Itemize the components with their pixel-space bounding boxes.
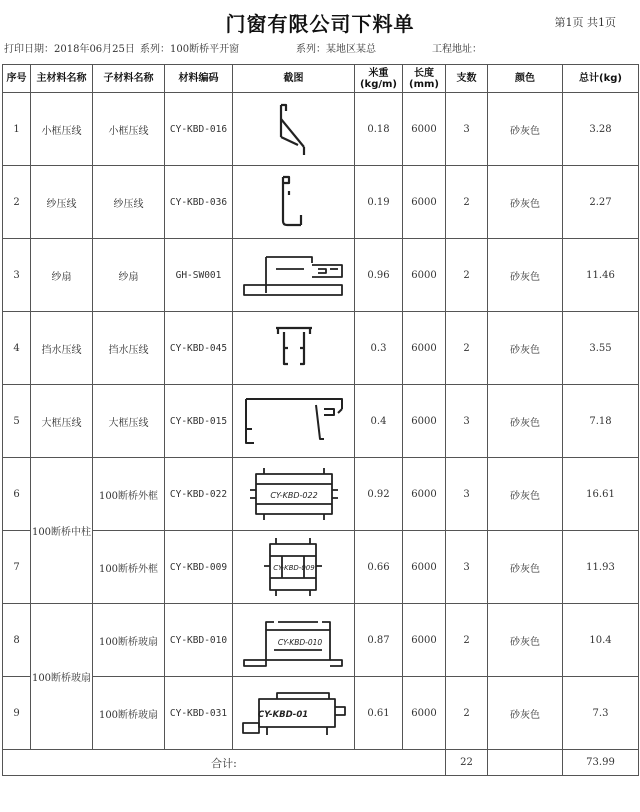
cell-color: 砂灰色 bbox=[488, 166, 563, 239]
page-indicator: 第1页 共1页 bbox=[554, 16, 616, 29]
table-row bbox=[3, 458, 639, 531]
cell-count: 2 bbox=[446, 677, 488, 750]
cell-profile-image bbox=[233, 93, 355, 166]
cell-no: 6 bbox=[3, 458, 31, 531]
cell-unit-weight: 0.4 bbox=[355, 385, 403, 458]
table-row bbox=[3, 385, 639, 458]
cell-material-code: CY-KBD-016 bbox=[165, 93, 233, 166]
table-row bbox=[3, 604, 639, 677]
cell-color: 砂灰色 bbox=[488, 239, 563, 312]
cell-length: 6000 bbox=[403, 385, 446, 458]
cell-unit-weight: 0.61 bbox=[355, 677, 403, 750]
table-row bbox=[3, 93, 639, 166]
cell-length: 6000 bbox=[403, 239, 446, 312]
col-header-count: 支数 bbox=[446, 65, 488, 93]
document-meta-row bbox=[4, 40, 636, 56]
col-header-material-code: 材料编码 bbox=[165, 65, 233, 93]
cell-no: 3 bbox=[3, 239, 31, 312]
cell-count: 3 bbox=[446, 531, 488, 604]
cell-sub-material: 小框压线 bbox=[93, 93, 165, 166]
profile-drawing bbox=[238, 247, 350, 303]
cell-sub-material: 100断桥外框 bbox=[93, 531, 165, 604]
cell-unit-weight: 0.96 bbox=[355, 239, 403, 312]
cell-profile-image bbox=[233, 166, 355, 239]
profile-drawing bbox=[238, 391, 350, 451]
cell-sub-material: 挡水压线 bbox=[93, 312, 165, 385]
document-title: 门窗有限公司下料单 bbox=[225, 12, 415, 36]
cell-main-material: 100断桥玻扇 bbox=[31, 604, 93, 750]
cell-count: 3 bbox=[446, 385, 488, 458]
cell-total: 7.18 bbox=[563, 385, 639, 458]
col-header-unit-weight: 米重(kg/m) bbox=[355, 65, 403, 93]
cell-count: 2 bbox=[446, 239, 488, 312]
cell-no: 5 bbox=[3, 385, 31, 458]
cell-no: 7 bbox=[3, 531, 31, 604]
cell-material-code: CY-KBD-036 bbox=[165, 166, 233, 239]
cell-color: 砂灰色 bbox=[488, 93, 563, 166]
cell-total: 3.55 bbox=[563, 312, 639, 385]
cell-length: 6000 bbox=[403, 458, 446, 531]
cell-color: 砂灰色 bbox=[488, 458, 563, 531]
cell-length: 6000 bbox=[403, 312, 446, 385]
cell-sub-material: 100断桥玻扇 bbox=[93, 604, 165, 677]
table-row bbox=[3, 166, 639, 239]
cell-total: 7.3 bbox=[563, 677, 639, 750]
cell-total: 10.4 bbox=[563, 604, 639, 677]
totals-count: 22 bbox=[446, 750, 488, 776]
cell-count: 3 bbox=[446, 458, 488, 531]
profile-drawing bbox=[264, 97, 324, 161]
cell-sub-material: 100断桥外框 bbox=[93, 458, 165, 531]
cell-main-material: 挡水压线 bbox=[31, 312, 93, 385]
profile-drawing bbox=[254, 536, 334, 598]
col-header-main-material: 主材料名称 bbox=[31, 65, 93, 93]
totals-weight: 73.99 bbox=[563, 750, 639, 776]
cell-no: 1 bbox=[3, 93, 31, 166]
cell-profile-image bbox=[233, 458, 355, 531]
cell-total: 11.46 bbox=[563, 239, 639, 312]
totals-row bbox=[3, 750, 639, 776]
profile-label: CY-KBD-010 bbox=[277, 638, 322, 647]
cell-main-material: 纱扇 bbox=[31, 239, 93, 312]
cell-sub-material: 纱扇 bbox=[93, 239, 165, 312]
cell-unit-weight: 0.18 bbox=[355, 93, 403, 166]
col-header-profile: 截图 bbox=[233, 65, 355, 93]
cell-profile-image bbox=[233, 239, 355, 312]
cell-material-code: CY-KBD-009 bbox=[165, 531, 233, 604]
table-row bbox=[3, 677, 639, 750]
cell-profile-image bbox=[233, 604, 355, 677]
profile-label: CY-KBD-009 bbox=[272, 564, 315, 572]
cutting-list-table bbox=[2, 64, 639, 776]
profile-drawing bbox=[237, 685, 351, 741]
cell-material-code: CY-KBD-045 bbox=[165, 312, 233, 385]
col-header-color: 颜色 bbox=[488, 65, 563, 93]
profile-drawing bbox=[264, 318, 324, 378]
series-label: 系列：100断桥平开窗 bbox=[140, 44, 240, 55]
cell-color: 砂灰色 bbox=[488, 385, 563, 458]
cell-total: 3.28 bbox=[563, 93, 639, 166]
project-address-label: 工程地址： bbox=[432, 44, 482, 55]
cell-main-material: 大框压线 bbox=[31, 385, 93, 458]
cell-total: 16.61 bbox=[563, 458, 639, 531]
cell-main-material: 100断桥中柱 bbox=[31, 458, 93, 604]
cell-material-code: CY-KBD-031 bbox=[165, 677, 233, 750]
cell-sub-material: 100断桥玻扇 bbox=[93, 677, 165, 750]
cell-unit-weight: 0.19 bbox=[355, 166, 403, 239]
col-header-no: 序号 bbox=[3, 65, 31, 93]
cell-material-code: CY-KBD-015 bbox=[165, 385, 233, 458]
profile-drawing bbox=[242, 464, 346, 524]
series-label-secondary: 系列：某地区某总 bbox=[296, 44, 376, 55]
col-header-sub-material: 子材料名称 bbox=[93, 65, 165, 93]
cell-color: 砂灰色 bbox=[488, 604, 563, 677]
col-header-total: 总计(kg) bbox=[563, 65, 639, 93]
cell-length: 6000 bbox=[403, 531, 446, 604]
cell-main-material: 小框压线 bbox=[31, 93, 93, 166]
profile-label: CY-KBD-022 bbox=[269, 491, 318, 500]
totals-color-blank bbox=[488, 750, 563, 776]
cell-total: 2.27 bbox=[563, 166, 639, 239]
cell-unit-weight: 0.87 bbox=[355, 604, 403, 677]
cell-length: 6000 bbox=[403, 93, 446, 166]
cell-length: 6000 bbox=[403, 677, 446, 750]
cell-material-code: CY-KBD-010 bbox=[165, 604, 233, 677]
cell-length: 6000 bbox=[403, 604, 446, 677]
cell-count: 2 bbox=[446, 166, 488, 239]
cell-material-code: CY-KBD-022 bbox=[165, 458, 233, 531]
print-date: 打印日期：2018年06月25日 bbox=[4, 44, 135, 55]
cell-main-material: 纱压线 bbox=[31, 166, 93, 239]
profile-drawing bbox=[238, 610, 350, 670]
cell-unit-weight: 0.66 bbox=[355, 531, 403, 604]
profile-label: CY-KBD-01 bbox=[257, 710, 308, 720]
cell-color: 砂灰色 bbox=[488, 677, 563, 750]
cell-unit-weight: 0.92 bbox=[355, 458, 403, 531]
cell-profile-image bbox=[233, 677, 355, 750]
cell-no: 2 bbox=[3, 166, 31, 239]
table-row bbox=[3, 239, 639, 312]
cell-unit-weight: 0.3 bbox=[355, 312, 403, 385]
cell-color: 砂灰色 bbox=[488, 312, 563, 385]
cell-length: 6000 bbox=[403, 166, 446, 239]
table-row bbox=[3, 531, 639, 604]
cell-no: 4 bbox=[3, 312, 31, 385]
cell-count: 2 bbox=[446, 604, 488, 677]
cell-count: 2 bbox=[446, 312, 488, 385]
col-header-length: 长度(mm) bbox=[403, 65, 446, 93]
cell-profile-image bbox=[233, 312, 355, 385]
cell-no: 9 bbox=[3, 677, 31, 750]
totals-label: 合计: bbox=[3, 750, 446, 776]
table-header-row bbox=[3, 65, 639, 93]
cell-no: 8 bbox=[3, 604, 31, 677]
cell-color: 砂灰色 bbox=[488, 531, 563, 604]
cell-sub-material: 纱压线 bbox=[93, 166, 165, 239]
cell-count: 3 bbox=[446, 93, 488, 166]
table-row bbox=[3, 312, 639, 385]
profile-drawing bbox=[269, 171, 319, 233]
cell-profile-image bbox=[233, 531, 355, 604]
cell-sub-material: 大框压线 bbox=[93, 385, 165, 458]
cell-material-code: GH-SW001 bbox=[165, 239, 233, 312]
cell-total: 11.93 bbox=[563, 531, 639, 604]
cell-profile-image bbox=[233, 385, 355, 458]
